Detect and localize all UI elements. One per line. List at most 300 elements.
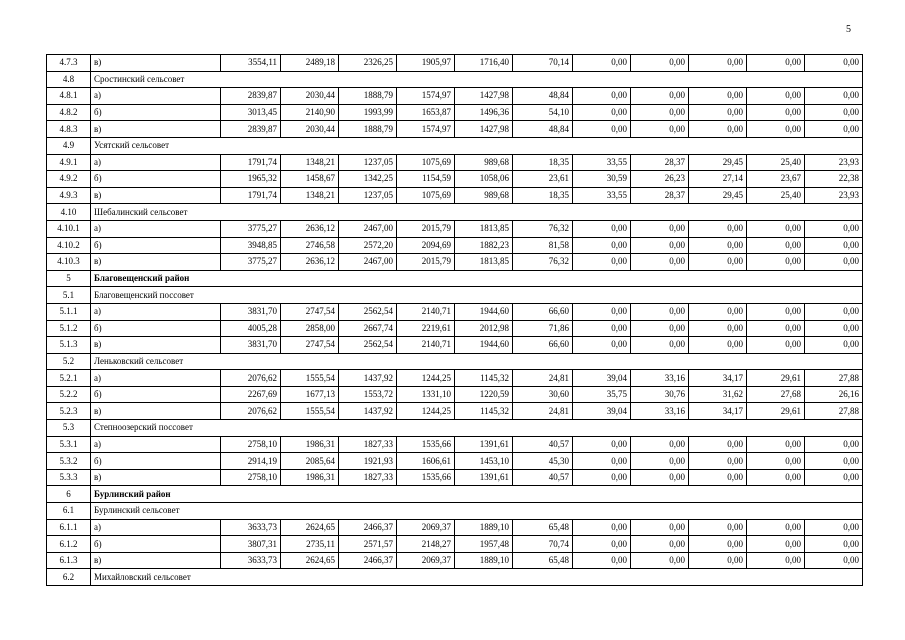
value-cell: 0,00	[747, 254, 805, 271]
value-cell: 1993,99	[339, 104, 397, 121]
option-label: в)	[91, 337, 221, 354]
table-row	[47, 303, 863, 320]
value-cell: 2747,54	[281, 303, 339, 320]
value-cell: 81,58	[513, 237, 573, 254]
section-title: Бурлинский сельсовет	[91, 503, 863, 520]
option-label: а)	[91, 370, 221, 387]
tariff-table	[46, 54, 863, 586]
value-cell: 1827,33	[339, 469, 397, 486]
option-label: б)	[91, 104, 221, 121]
value-cell: 2489,18	[281, 55, 339, 72]
value-cell: 0,00	[631, 88, 689, 105]
value-cell: 1145,32	[455, 370, 513, 387]
value-cell: 2148,27	[397, 536, 455, 553]
table-row	[47, 104, 863, 121]
value-cell: 1882,23	[455, 237, 513, 254]
value-cell: 0,00	[805, 220, 863, 237]
value-cell: 2735,11	[281, 536, 339, 553]
value-cell: 1944,60	[455, 337, 513, 354]
value-cell: 0,00	[573, 88, 631, 105]
value-cell: 1813,85	[455, 254, 513, 271]
value-cell: 1427,98	[455, 121, 513, 138]
value-cell: 1716,40	[455, 55, 513, 72]
row-number: 4.8.1	[47, 88, 91, 105]
option-label: в)	[91, 254, 221, 271]
value-cell: 2015,79	[397, 254, 455, 271]
value-cell: 29,45	[689, 187, 747, 204]
value-cell: 0,00	[631, 55, 689, 72]
row-number: 6.1.2	[47, 536, 91, 553]
row-number: 4.9.1	[47, 154, 91, 171]
section-title: Бурлинский район	[91, 486, 863, 503]
value-cell: 3633,73	[221, 519, 281, 536]
value-cell: 2466,37	[339, 552, 397, 569]
value-cell: 1145,32	[455, 403, 513, 420]
value-cell: 1986,31	[281, 436, 339, 453]
value-cell: 1437,92	[339, 403, 397, 420]
value-cell: 0,00	[747, 237, 805, 254]
value-cell: 0,00	[805, 552, 863, 569]
table-row	[47, 320, 863, 337]
table-row	[47, 536, 863, 553]
section-row	[47, 503, 863, 520]
row-number: 5	[47, 270, 91, 287]
row-number: 4.8.2	[47, 104, 91, 121]
option-label: а)	[91, 220, 221, 237]
table-row	[47, 552, 863, 569]
value-cell: 28,37	[631, 154, 689, 171]
section-row	[47, 71, 863, 88]
row-number: 5.2	[47, 353, 91, 370]
value-cell: 27,88	[805, 370, 863, 387]
option-label: б)	[91, 386, 221, 403]
value-cell: 1075,69	[397, 187, 455, 204]
value-cell: 54,10	[513, 104, 573, 121]
option-label: в)	[91, 55, 221, 72]
value-cell: 2140,90	[281, 104, 339, 121]
option-label: б)	[91, 536, 221, 553]
row-number: 4.10	[47, 204, 91, 221]
value-cell: 0,00	[689, 104, 747, 121]
value-cell: 0,00	[747, 519, 805, 536]
value-cell: 0,00	[631, 453, 689, 470]
option-label: в)	[91, 403, 221, 420]
row-number: 5.2.3	[47, 403, 91, 420]
value-cell: 0,00	[689, 121, 747, 138]
value-cell: 29,61	[747, 403, 805, 420]
value-cell: 0,00	[631, 254, 689, 271]
value-cell: 3633,73	[221, 552, 281, 569]
table-row	[47, 237, 863, 254]
value-cell: 48,84	[513, 88, 573, 105]
value-cell: 2747,54	[281, 337, 339, 354]
value-cell: 25,40	[747, 187, 805, 204]
value-cell: 1453,10	[455, 453, 513, 470]
value-cell: 2562,54	[339, 337, 397, 354]
row-number: 5.2.1	[47, 370, 91, 387]
value-cell: 2030,44	[281, 88, 339, 105]
value-cell: 3775,27	[221, 220, 281, 237]
value-cell: 0,00	[805, 469, 863, 486]
option-label: в)	[91, 469, 221, 486]
value-cell: 1965,32	[221, 171, 281, 188]
value-cell: 2624,65	[281, 519, 339, 536]
value-cell: 70,14	[513, 55, 573, 72]
value-cell: 1574,97	[397, 88, 455, 105]
value-cell: 3013,45	[221, 104, 281, 121]
section-title: Степноозерский поссовет	[91, 420, 863, 437]
value-cell: 18,35	[513, 187, 573, 204]
value-cell: 1957,48	[455, 536, 513, 553]
value-cell: 1553,72	[339, 386, 397, 403]
value-cell: 0,00	[689, 337, 747, 354]
value-cell: 66,60	[513, 337, 573, 354]
value-cell: 0,00	[689, 220, 747, 237]
value-cell: 0,00	[689, 320, 747, 337]
value-cell: 0,00	[747, 220, 805, 237]
value-cell: 0,00	[631, 303, 689, 320]
table-row	[47, 337, 863, 354]
row-number: 4.9.3	[47, 187, 91, 204]
section-title: Михайловский сельсовет	[91, 569, 863, 586]
row-number: 4.8	[47, 71, 91, 88]
value-cell: 0,00	[805, 121, 863, 138]
table-row	[47, 370, 863, 387]
section-row	[47, 204, 863, 221]
row-number: 5.1.1	[47, 303, 91, 320]
row-number: 5.3.3	[47, 469, 91, 486]
row-number: 4.7.3	[47, 55, 91, 72]
value-cell: 0,00	[631, 552, 689, 569]
value-cell: 1905,97	[397, 55, 455, 72]
value-cell: 0,00	[689, 453, 747, 470]
value-cell: 0,00	[631, 121, 689, 138]
value-cell: 2858,00	[281, 320, 339, 337]
value-cell: 2467,00	[339, 220, 397, 237]
value-cell: 2562,54	[339, 303, 397, 320]
value-cell: 3554,11	[221, 55, 281, 72]
value-cell: 23,93	[805, 187, 863, 204]
value-cell: 1058,06	[455, 171, 513, 188]
value-cell: 0,00	[573, 453, 631, 470]
option-label: а)	[91, 88, 221, 105]
value-cell: 33,55	[573, 154, 631, 171]
value-cell: 0,00	[689, 254, 747, 271]
value-cell: 34,17	[689, 370, 747, 387]
value-cell: 1427,98	[455, 88, 513, 105]
table-row	[47, 154, 863, 171]
value-cell: 1889,10	[455, 552, 513, 569]
value-cell: 1391,61	[455, 469, 513, 486]
value-cell: 2839,87	[221, 121, 281, 138]
value-cell: 4005,28	[221, 320, 281, 337]
value-cell: 45,30	[513, 453, 573, 470]
section-title: Леньковский сельсовет	[91, 353, 863, 370]
table-row	[47, 55, 863, 72]
value-cell: 1075,69	[397, 154, 455, 171]
value-cell: 0,00	[747, 436, 805, 453]
value-cell: 2085,64	[281, 453, 339, 470]
value-cell: 2839,87	[221, 88, 281, 105]
value-cell: 1535,66	[397, 436, 455, 453]
table-row	[47, 469, 863, 486]
value-cell: 70,74	[513, 536, 573, 553]
value-cell: 0,00	[747, 303, 805, 320]
value-cell: 34,17	[689, 403, 747, 420]
value-cell: 1342,25	[339, 171, 397, 188]
value-cell: 0,00	[805, 519, 863, 536]
value-cell: 0,00	[631, 220, 689, 237]
section-row	[47, 420, 863, 437]
value-cell: 2914,19	[221, 453, 281, 470]
value-cell: 2140,71	[397, 337, 455, 354]
value-cell: 40,57	[513, 436, 573, 453]
value-cell: 33,55	[573, 187, 631, 204]
value-cell: 2758,10	[221, 469, 281, 486]
table-row	[47, 121, 863, 138]
value-cell: 0,00	[631, 536, 689, 553]
value-cell: 1677,13	[281, 386, 339, 403]
value-cell: 18,35	[513, 154, 573, 171]
value-cell: 33,16	[631, 403, 689, 420]
table-row	[47, 519, 863, 536]
value-cell: 0,00	[689, 55, 747, 72]
value-cell: 2571,57	[339, 536, 397, 553]
value-cell: 1888,79	[339, 121, 397, 138]
value-cell: 0,00	[573, 536, 631, 553]
value-cell: 76,32	[513, 254, 573, 271]
value-cell: 1986,31	[281, 469, 339, 486]
value-cell: 1348,21	[281, 154, 339, 171]
value-cell: 1237,05	[339, 154, 397, 171]
value-cell: 0,00	[747, 55, 805, 72]
value-cell: 0,00	[805, 88, 863, 105]
row-number: 5.1	[47, 287, 91, 304]
value-cell: 989,68	[455, 187, 513, 204]
row-number: 4.10.3	[47, 254, 91, 271]
value-cell: 2746,58	[281, 237, 339, 254]
row-number: 4.8.3	[47, 121, 91, 138]
value-cell: 0,00	[805, 436, 863, 453]
row-number: 6.2	[47, 569, 91, 586]
value-cell: 0,00	[573, 254, 631, 271]
value-cell: 3775,27	[221, 254, 281, 271]
value-cell: 2069,37	[397, 519, 455, 536]
value-cell: 1827,33	[339, 436, 397, 453]
value-cell: 0,00	[805, 237, 863, 254]
row-number: 5.3	[47, 420, 91, 437]
value-cell: 2624,65	[281, 552, 339, 569]
value-cell: 0,00	[573, 320, 631, 337]
value-cell: 1555,54	[281, 370, 339, 387]
value-cell: 65,48	[513, 552, 573, 569]
value-cell: 1154,59	[397, 171, 455, 188]
value-cell: 1458,67	[281, 171, 339, 188]
value-cell: 3831,70	[221, 337, 281, 354]
value-cell: 0,00	[747, 453, 805, 470]
value-cell: 2015,79	[397, 220, 455, 237]
section-title: Благовещенский поссовет	[91, 287, 863, 304]
value-cell: 33,16	[631, 370, 689, 387]
value-cell: 2267,69	[221, 386, 281, 403]
value-cell: 0,00	[631, 519, 689, 536]
value-cell: 1653,87	[397, 104, 455, 121]
value-cell: 0,00	[631, 337, 689, 354]
value-cell: 31,62	[689, 386, 747, 403]
value-cell: 30,76	[631, 386, 689, 403]
value-cell: 1237,05	[339, 187, 397, 204]
value-cell: 0,00	[689, 436, 747, 453]
section-row	[47, 270, 863, 287]
value-cell: 1348,21	[281, 187, 339, 204]
section-title: Благовещенский район	[91, 270, 863, 287]
value-cell: 0,00	[573, 303, 631, 320]
value-cell: 0,00	[747, 121, 805, 138]
value-cell: 2012,98	[455, 320, 513, 337]
value-cell: 989,68	[455, 154, 513, 171]
value-cell: 23,61	[513, 171, 573, 188]
section-row	[47, 569, 863, 586]
value-cell: 0,00	[631, 469, 689, 486]
section-row	[47, 287, 863, 304]
option-label: б)	[91, 237, 221, 254]
value-cell: 1944,60	[455, 303, 513, 320]
option-label: в)	[91, 552, 221, 569]
value-cell: 0,00	[631, 436, 689, 453]
value-cell: 40,57	[513, 469, 573, 486]
value-cell: 66,60	[513, 303, 573, 320]
value-cell: 0,00	[689, 303, 747, 320]
row-number: 5.1.3	[47, 337, 91, 354]
option-label: а)	[91, 519, 221, 536]
value-cell: 1331,10	[397, 386, 455, 403]
value-cell: 27,68	[747, 386, 805, 403]
value-cell: 0,00	[747, 104, 805, 121]
value-cell: 2094,69	[397, 237, 455, 254]
option-label: в)	[91, 187, 221, 204]
option-label: а)	[91, 154, 221, 171]
value-cell: 0,00	[573, 337, 631, 354]
value-cell: 35,75	[573, 386, 631, 403]
section-row	[47, 486, 863, 503]
option-label: а)	[91, 436, 221, 453]
value-cell: 30,60	[513, 386, 573, 403]
value-cell: 0,00	[805, 337, 863, 354]
section-title: Сростинский сельсовет	[91, 71, 863, 88]
value-cell: 2636,12	[281, 220, 339, 237]
value-cell: 27,14	[689, 171, 747, 188]
option-label: в)	[91, 121, 221, 138]
value-cell: 1574,97	[397, 121, 455, 138]
row-number: 6.1.3	[47, 552, 91, 569]
row-number: 4.9	[47, 137, 91, 154]
value-cell: 39,04	[573, 370, 631, 387]
option-label: б)	[91, 320, 221, 337]
value-cell: 23,93	[805, 154, 863, 171]
row-number: 5.3.2	[47, 453, 91, 470]
table-row	[47, 220, 863, 237]
table-row	[47, 386, 863, 403]
row-number: 5.3.1	[47, 436, 91, 453]
value-cell: 0,00	[689, 519, 747, 536]
value-cell: 0,00	[689, 88, 747, 105]
value-cell: 2636,12	[281, 254, 339, 271]
value-cell: 48,84	[513, 121, 573, 138]
table-row	[47, 254, 863, 271]
value-cell: 1888,79	[339, 88, 397, 105]
table-row	[47, 403, 863, 420]
value-cell: 0,00	[805, 55, 863, 72]
value-cell: 0,00	[573, 469, 631, 486]
value-cell: 1391,61	[455, 436, 513, 453]
value-cell: 1889,10	[455, 519, 513, 536]
section-title: Шебалинский сельсовет	[91, 204, 863, 221]
value-cell: 0,00	[631, 237, 689, 254]
value-cell: 29,45	[689, 154, 747, 171]
value-cell: 3948,85	[221, 237, 281, 254]
value-cell: 1496,36	[455, 104, 513, 121]
value-cell: 2069,37	[397, 552, 455, 569]
value-cell: 0,00	[573, 552, 631, 569]
value-cell: 0,00	[689, 552, 747, 569]
value-cell: 0,00	[573, 121, 631, 138]
value-cell: 2076,62	[221, 370, 281, 387]
row-number: 6.1.1	[47, 519, 91, 536]
value-cell: 39,04	[573, 403, 631, 420]
value-cell: 0,00	[805, 254, 863, 271]
row-number: 4.10.1	[47, 220, 91, 237]
value-cell: 1244,25	[397, 403, 455, 420]
value-cell: 1606,61	[397, 453, 455, 470]
value-cell: 28,37	[631, 187, 689, 204]
value-cell: 23,67	[747, 171, 805, 188]
row-number: 4.10.2	[47, 237, 91, 254]
value-cell: 29,61	[747, 370, 805, 387]
table-row	[47, 453, 863, 470]
value-cell: 0,00	[689, 536, 747, 553]
value-cell: 0,00	[631, 104, 689, 121]
value-cell: 2466,37	[339, 519, 397, 536]
table-row	[47, 187, 863, 204]
value-cell: 2140,71	[397, 303, 455, 320]
value-cell: 0,00	[805, 536, 863, 553]
value-cell: 1813,85	[455, 220, 513, 237]
value-cell: 26,16	[805, 386, 863, 403]
value-cell: 76,32	[513, 220, 573, 237]
value-cell: 1220,59	[455, 386, 513, 403]
section-row	[47, 353, 863, 370]
value-cell: 1535,66	[397, 469, 455, 486]
option-label: а)	[91, 303, 221, 320]
section-row	[47, 137, 863, 154]
value-cell: 1921,93	[339, 453, 397, 470]
value-cell: 1437,92	[339, 370, 397, 387]
value-cell: 1791,74	[221, 187, 281, 204]
value-cell: 2076,62	[221, 403, 281, 420]
option-label: б)	[91, 171, 221, 188]
value-cell: 22,38	[805, 171, 863, 188]
value-cell: 0,00	[747, 552, 805, 569]
value-cell: 0,00	[573, 519, 631, 536]
value-cell: 0,00	[689, 237, 747, 254]
value-cell: 0,00	[805, 104, 863, 121]
value-cell: 0,00	[747, 536, 805, 553]
value-cell: 2030,44	[281, 121, 339, 138]
value-cell: 0,00	[805, 303, 863, 320]
value-cell: 3831,70	[221, 303, 281, 320]
table-row	[47, 436, 863, 453]
value-cell: 0,00	[631, 320, 689, 337]
